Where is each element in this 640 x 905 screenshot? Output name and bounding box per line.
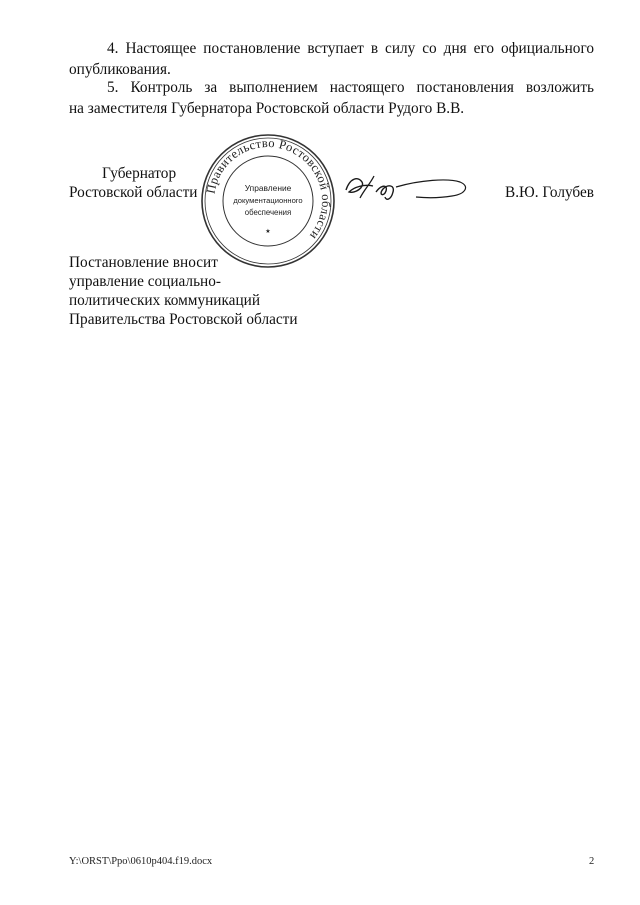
official-stamp	[200, 133, 336, 269]
signatory-position-line-1: Губернатор	[102, 165, 177, 182]
signatory-name: В.Ю. Голубев	[505, 184, 595, 201]
signatory-position-line-2: Ростовской области	[69, 184, 198, 201]
item-5-line-1: 5. Контроль за выполнением настоящего постановления возложить	[107, 79, 594, 96]
submitter-line-3: политических коммуникаций	[69, 292, 261, 309]
footer-file-path: Y:\ORST\Ppo\0610p404.f19.docx	[69, 856, 213, 867]
submitter-line-2: управление социально-	[69, 273, 221, 290]
stamp-star-icon: ★	[265, 228, 271, 235]
submitter-line-4: Правительства Ростовской области	[69, 311, 298, 328]
stamp-ring-text: Правительство Ростовской области	[203, 135, 334, 243]
stamp-center-line-3: обеспечения	[244, 208, 292, 217]
stamp-center-line-2: документационного	[233, 196, 303, 205]
submitter-line-1: Постановление вносит	[69, 254, 218, 271]
stamp-center-line-1: Управление	[244, 183, 292, 193]
handwritten-signature	[340, 170, 475, 204]
item-4-line-1: 4. Настоящее постановление вступает в силу со дня его официального	[107, 40, 594, 57]
item-4-line-2: опубликования.	[69, 61, 171, 78]
item-5-line-2: на заместителя Губернатора Ростовской области Рудого В.В.	[69, 100, 465, 117]
page-number: 2	[589, 856, 595, 867]
